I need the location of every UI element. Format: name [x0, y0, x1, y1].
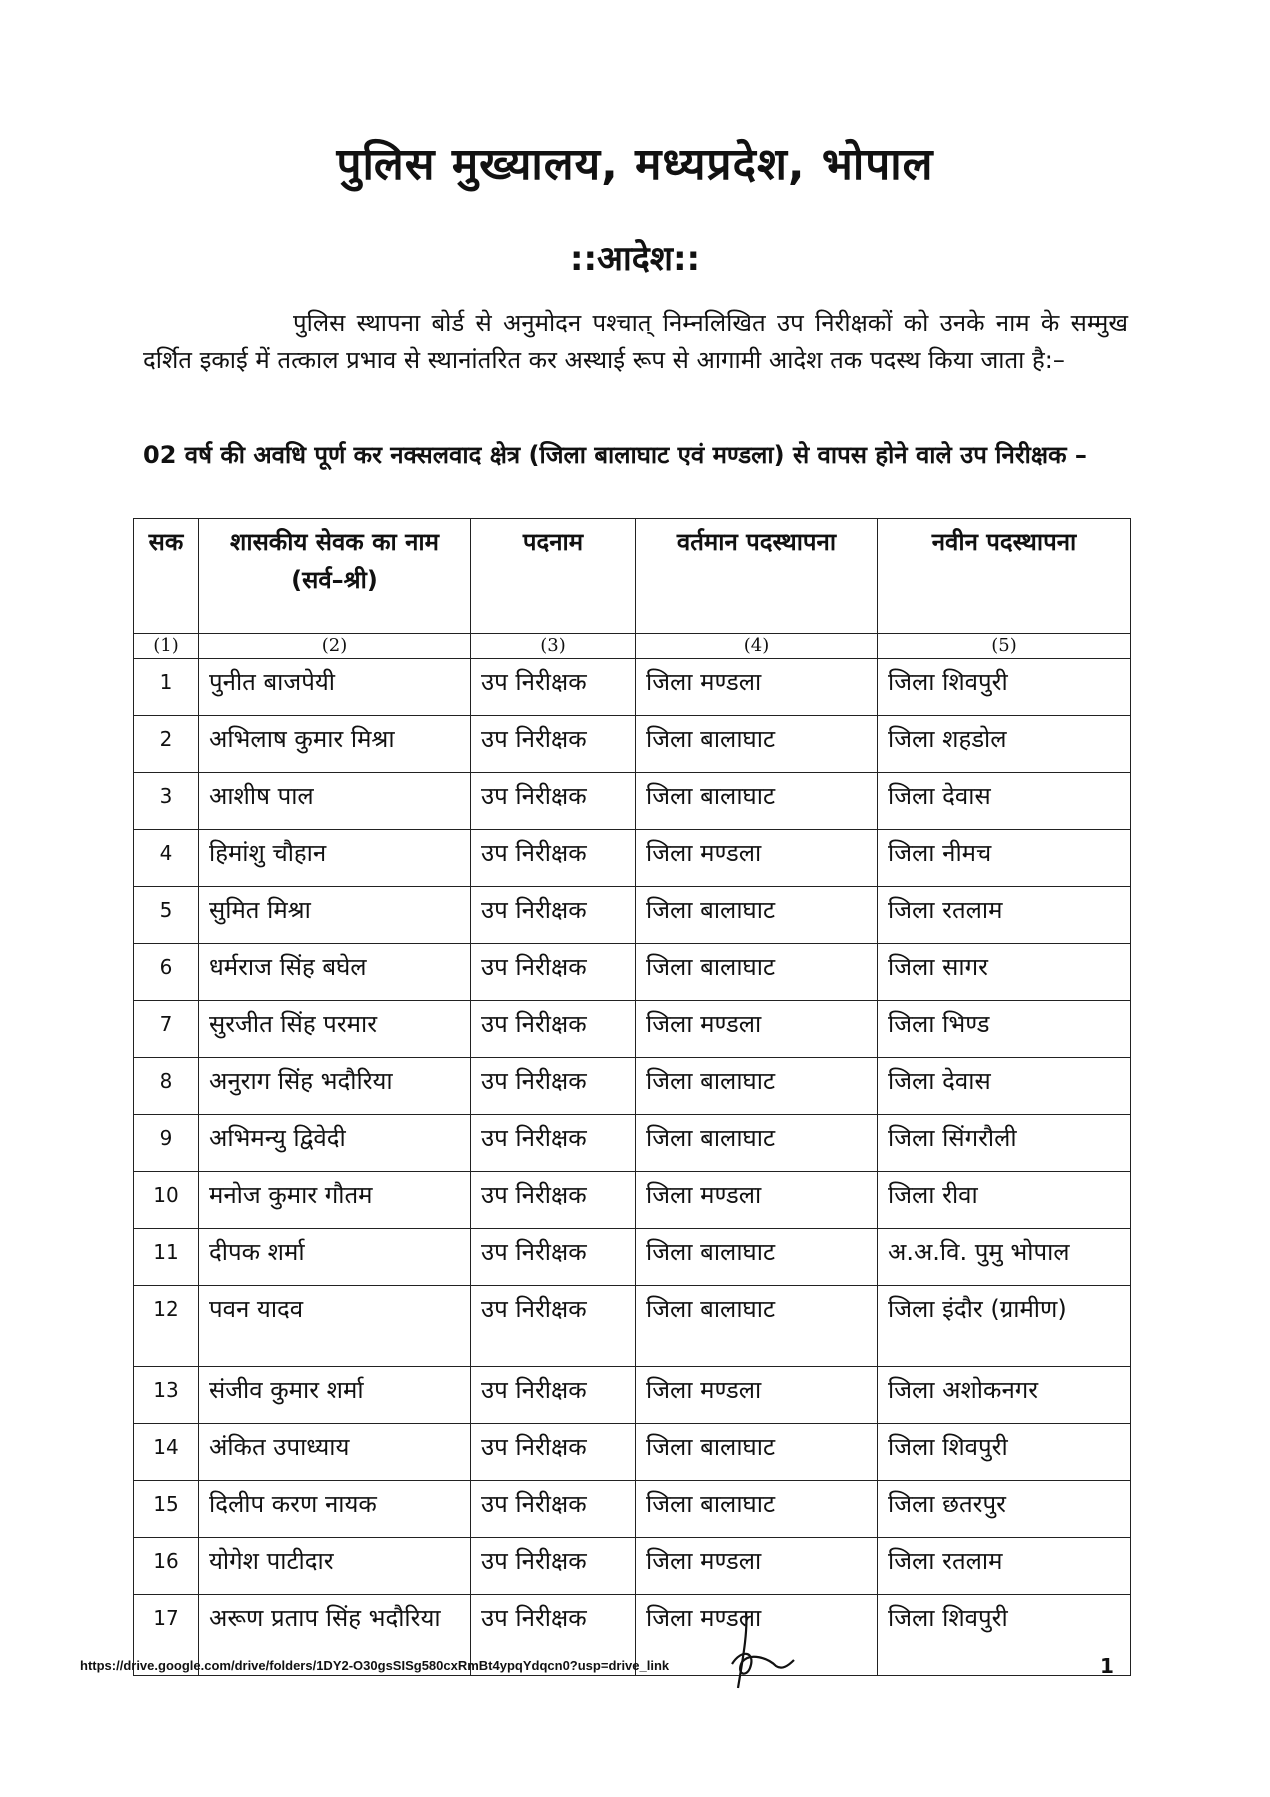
- designation-cell: उप निरीक्षक: [471, 773, 636, 830]
- column-number: (4): [636, 634, 878, 659]
- current-posting-cell: जिला बालाघाट: [636, 773, 878, 830]
- new-posting-cell: जिला देवास: [878, 773, 1131, 830]
- table-row: [134, 1481, 1131, 1538]
- designation-cell: उप निरीक्षक: [471, 887, 636, 944]
- serial-number-cell: 5: [134, 887, 199, 944]
- designation-cell: उप निरीक्षक: [471, 659, 636, 716]
- new-posting-cell: जिला शिवपुरी: [878, 659, 1131, 716]
- new-posting-cell: जिला रतलाम: [878, 1538, 1131, 1595]
- page-title: पुलिस मुख्यालय, मध्यप्रदेश, भोपाल: [336, 139, 934, 190]
- name-cell: धर्मराज सिंह बघेल: [199, 944, 471, 1001]
- table-row: [134, 830, 1131, 887]
- serial-number-cell: 16: [134, 1538, 199, 1595]
- serial-number-cell: 6: [134, 944, 199, 1001]
- new-posting-cell: जिला इंदौर (ग्रामीण): [878, 1286, 1131, 1367]
- table-row: [134, 1367, 1131, 1424]
- current-posting-cell: जिला मण्डला: [636, 1367, 878, 1424]
- current-posting-cell: जिला मण्डला: [636, 1001, 878, 1058]
- order-heading: ::आदेश::: [569, 239, 701, 279]
- header-sn: सक: [134, 519, 199, 634]
- designation-cell: उप निरीक्षक: [471, 1229, 636, 1286]
- designation-cell: उप निरीक्षक: [471, 1424, 636, 1481]
- serial-number-cell: 2: [134, 716, 199, 773]
- new-posting-cell: जिला शिवपुरी: [878, 1595, 1131, 1676]
- designation-cell: उप निरीक्षक: [471, 1172, 636, 1229]
- signature-icon: [728, 1608, 798, 1692]
- intro-text: पुलिस स्थापना बोर्ड से अनुमोदन पश्चात् निम्नलिखित उप निरीक्षकों को उनके नाम के सम्मुख दर्शित इकाई में तत्काल प्रभाव से स्थानांतरित कर अस्थाई रूप से आगामी आदेश तक पदस्थ किया जाता है:–: [143, 309, 1128, 374]
- table-row: [134, 1286, 1131, 1367]
- designation-cell: उप निरीक्षक: [471, 1001, 636, 1058]
- new-posting-cell: अ.अ.वि. पुमु भोपाल: [878, 1229, 1131, 1286]
- current-posting-cell: जिला बालाघाट: [636, 1115, 878, 1172]
- table-row: [134, 1058, 1131, 1115]
- header-new-posting: नवीन पदस्थापना: [878, 519, 1131, 634]
- new-posting-cell: जिला देवास: [878, 1058, 1131, 1115]
- current-posting-cell: जिला मण्डला: [636, 830, 878, 887]
- new-posting-cell: जिला नीमच: [878, 830, 1131, 887]
- column-number: (2): [199, 634, 471, 659]
- new-posting-cell: जिला सागर: [878, 944, 1131, 1001]
- name-cell: अभिलाष कुमार मिश्रा: [199, 716, 471, 773]
- name-cell: अनुराग सिंह भदौरिया: [199, 1058, 471, 1115]
- current-posting-cell: जिला मण्डला: [636, 1172, 878, 1229]
- designation-cell: उप निरीक्षक: [471, 1058, 636, 1115]
- transfer-table: [133, 518, 1131, 1676]
- current-posting-cell: जिला बालाघाट: [636, 944, 878, 1001]
- header-current-posting: वर्तमान पदस्थापना: [636, 519, 878, 634]
- name-cell: आशीष पाल: [199, 773, 471, 830]
- designation-cell: उप निरीक्षक: [471, 1595, 636, 1676]
- designation-cell: उप निरीक्षक: [471, 1367, 636, 1424]
- designation-cell: उप निरीक्षक: [471, 1115, 636, 1172]
- current-posting-cell: जिला बालाघाट: [636, 1058, 878, 1115]
- designation-cell: उप निरीक्षक: [471, 716, 636, 773]
- name-cell: सुरजीत सिंह परमार: [199, 1001, 471, 1058]
- column-number: (5): [878, 634, 1131, 659]
- name-cell: पुनीत बाजपेयी: [199, 659, 471, 716]
- header-name: शासकीय सेवक का नाम (सर्व–श्री): [199, 519, 471, 634]
- table-row: [134, 773, 1131, 830]
- name-cell: दीपक शर्मा: [199, 1229, 471, 1286]
- current-posting-cell: जिला बालाघाट: [636, 716, 878, 773]
- serial-number-cell: 13: [134, 1367, 199, 1424]
- table-row: [134, 1229, 1131, 1286]
- current-posting-cell: जिला बालाघाट: [636, 1286, 878, 1367]
- header-designation: पदनाम: [471, 519, 636, 634]
- column-number: (1): [134, 634, 199, 659]
- name-cell: मनोज कुमार गौतम: [199, 1172, 471, 1229]
- new-posting-cell: जिला शहडोल: [878, 716, 1131, 773]
- table-row: [134, 1001, 1131, 1058]
- serial-number-cell: 17: [134, 1595, 199, 1676]
- name-cell: संजीव कुमार शर्मा: [199, 1367, 471, 1424]
- intro-paragraph: [143, 305, 1128, 379]
- serial-number-cell: 12: [134, 1286, 199, 1367]
- new-posting-cell: जिला भिण्ड: [878, 1001, 1131, 1058]
- name-cell: योगेश पाटीदार: [199, 1538, 471, 1595]
- table-row: [134, 1424, 1131, 1481]
- name-cell: अरूण प्रताप सिंह भदौरिया: [199, 1595, 471, 1676]
- current-posting-cell: जिला मण्डला: [636, 659, 878, 716]
- designation-cell: उप निरीक्षक: [471, 944, 636, 1001]
- new-posting-cell: जिला सिंगरौली: [878, 1115, 1131, 1172]
- current-posting-cell: जिला बालाघाट: [636, 1424, 878, 1481]
- table-row: [134, 716, 1131, 773]
- serial-number-cell: 1: [134, 659, 199, 716]
- serial-number-cell: 7: [134, 1001, 199, 1058]
- new-posting-cell: जिला रीवा: [878, 1172, 1131, 1229]
- current-posting-cell: जिला बालाघाट: [636, 887, 878, 944]
- table-row: [134, 944, 1131, 1001]
- designation-cell: उप निरीक्षक: [471, 1481, 636, 1538]
- table-row: [134, 659, 1131, 716]
- designation-cell: उप निरीक्षक: [471, 1538, 636, 1595]
- serial-number-cell: 4: [134, 830, 199, 887]
- footer-link[interactable]: https://drive.google.com/drive/folders/1DY2-O30gsSISg580cxRmBt4ypqYdqcn0?usp=drive_link: [80, 1658, 670, 1673]
- current-posting-cell: जिला बालाघाट: [636, 1481, 878, 1538]
- name-cell: हिमांशु चौहान: [199, 830, 471, 887]
- designation-cell: उप निरीक्षक: [471, 830, 636, 887]
- new-posting-cell: जिला रतलाम: [878, 887, 1131, 944]
- new-posting-cell: जिला अशोकनगर: [878, 1367, 1131, 1424]
- new-posting-cell: जिला शिवपुरी: [878, 1424, 1131, 1481]
- serial-number-cell: 11: [134, 1229, 199, 1286]
- table-row: [134, 1172, 1131, 1229]
- table-row: [134, 1115, 1131, 1172]
- page-number: 1: [1100, 1654, 1114, 1678]
- name-cell: पवन यादव: [199, 1286, 471, 1367]
- name-cell: अभिमन्यु द्विवेदी: [199, 1115, 471, 1172]
- name-cell: सुमित मिश्रा: [199, 887, 471, 944]
- section-heading: 02 वर्ष की अवधि पूर्ण कर नक्सलवाद क्षेत्र (जिला बालाघाट एवं मण्डला) से वापस होने वाले उप निरीक्षक –: [143, 441, 1087, 469]
- table-row: [134, 887, 1131, 944]
- table-header-row: [134, 519, 1131, 634]
- name-cell: दिलीप करण नायक: [199, 1481, 471, 1538]
- serial-number-cell: 15: [134, 1481, 199, 1538]
- current-posting-cell: जिला मण्डला: [636, 1595, 878, 1676]
- serial-number-cell: 10: [134, 1172, 199, 1229]
- designation-cell: उप निरीक्षक: [471, 1286, 636, 1367]
- current-posting-cell: जिला मण्डला: [636, 1538, 878, 1595]
- serial-number-cell: 8: [134, 1058, 199, 1115]
- current-posting-cell: जिला बालाघाट: [636, 1229, 878, 1286]
- serial-number-cell: 14: [134, 1424, 199, 1481]
- new-posting-cell: जिला छतरपुर: [878, 1481, 1131, 1538]
- column-number: (3): [471, 634, 636, 659]
- serial-number-cell: 3: [134, 773, 199, 830]
- table-row: [134, 1538, 1131, 1595]
- serial-number-cell: 9: [134, 1115, 199, 1172]
- name-cell: अंकित उपाध्याय: [199, 1424, 471, 1481]
- column-number-row: [134, 634, 1131, 659]
